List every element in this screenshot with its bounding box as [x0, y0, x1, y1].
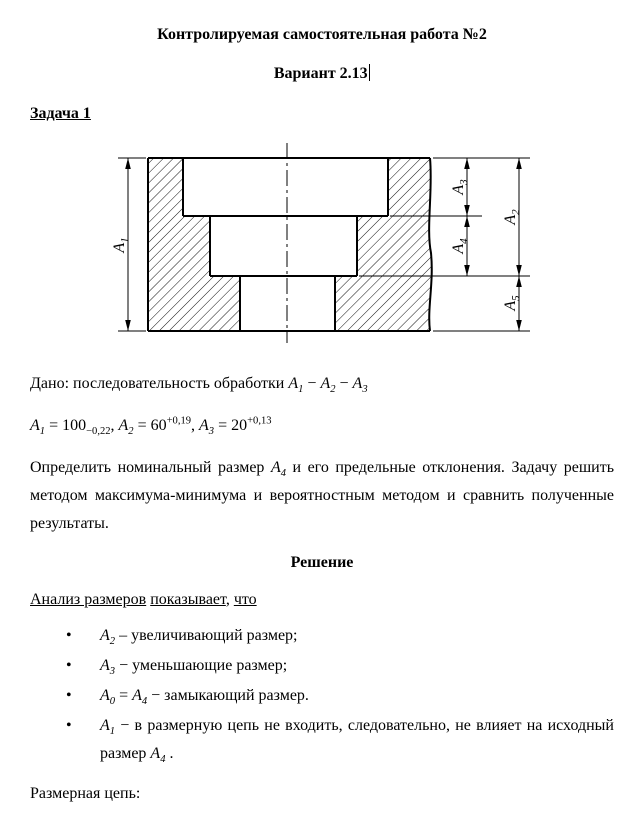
values-line: $A_1 = 100_{-0,22}$, $A_2 = 60^{+0,19}$, $A_3 = 20^{+0,13}$ [30, 415, 272, 438]
part-cross-section [148, 158, 432, 331]
variant-heading [30, 64, 614, 83]
variant-text: Вариант 2.13 [273, 65, 368, 82]
list-item-a2: • $A_2$ – увеличивающий размер; [30, 622, 614, 650]
list-item-a0: • $A_0 = A_4$ − замыкающий размер. [30, 682, 614, 710]
dim-label-a5: $A_5$ [502, 295, 522, 311]
analysis-list [30, 622, 614, 768]
page-title: Контролируемая самостоятельная работа №2 [157, 26, 487, 43]
list-item-a1: • $A_1 - в$ размерную цепь не входить, следовательно, не влияет на исходный размер $A_4$ . [30, 712, 614, 768]
left-material-hatch [148, 158, 240, 331]
task-heading: Задача 1 [30, 105, 91, 122]
text-cursor [369, 64, 371, 81]
dimension-chain-drawing [30, 133, 614, 348]
dim-label-a3: $A_3$ [450, 179, 470, 195]
dim-label-a1: $A_1$ [111, 237, 131, 253]
dim-label-a2: $A_2$ [502, 209, 522, 225]
given-line: Дано: последовательность обработки $A_1 - A_2 - A_3$ [30, 375, 368, 396]
analysis-line: Анализ размеров показывает, что [30, 591, 257, 608]
right-material-hatch [335, 158, 432, 331]
solution-heading: Решение [290, 554, 354, 571]
list-item-a3: • $A_3$ − уменьшающие размер; [30, 652, 614, 680]
chain-label: Размерная цепь: [30, 785, 141, 802]
dim-label-a4: $A_4$ [450, 238, 470, 254]
determine-paragraph: Определить номинальный размер $A_4$ и его предельные отклонения. Задачу решить методом максимума-минимума и вероятностным методом и сравнить полученные результаты. [30, 459, 614, 532]
